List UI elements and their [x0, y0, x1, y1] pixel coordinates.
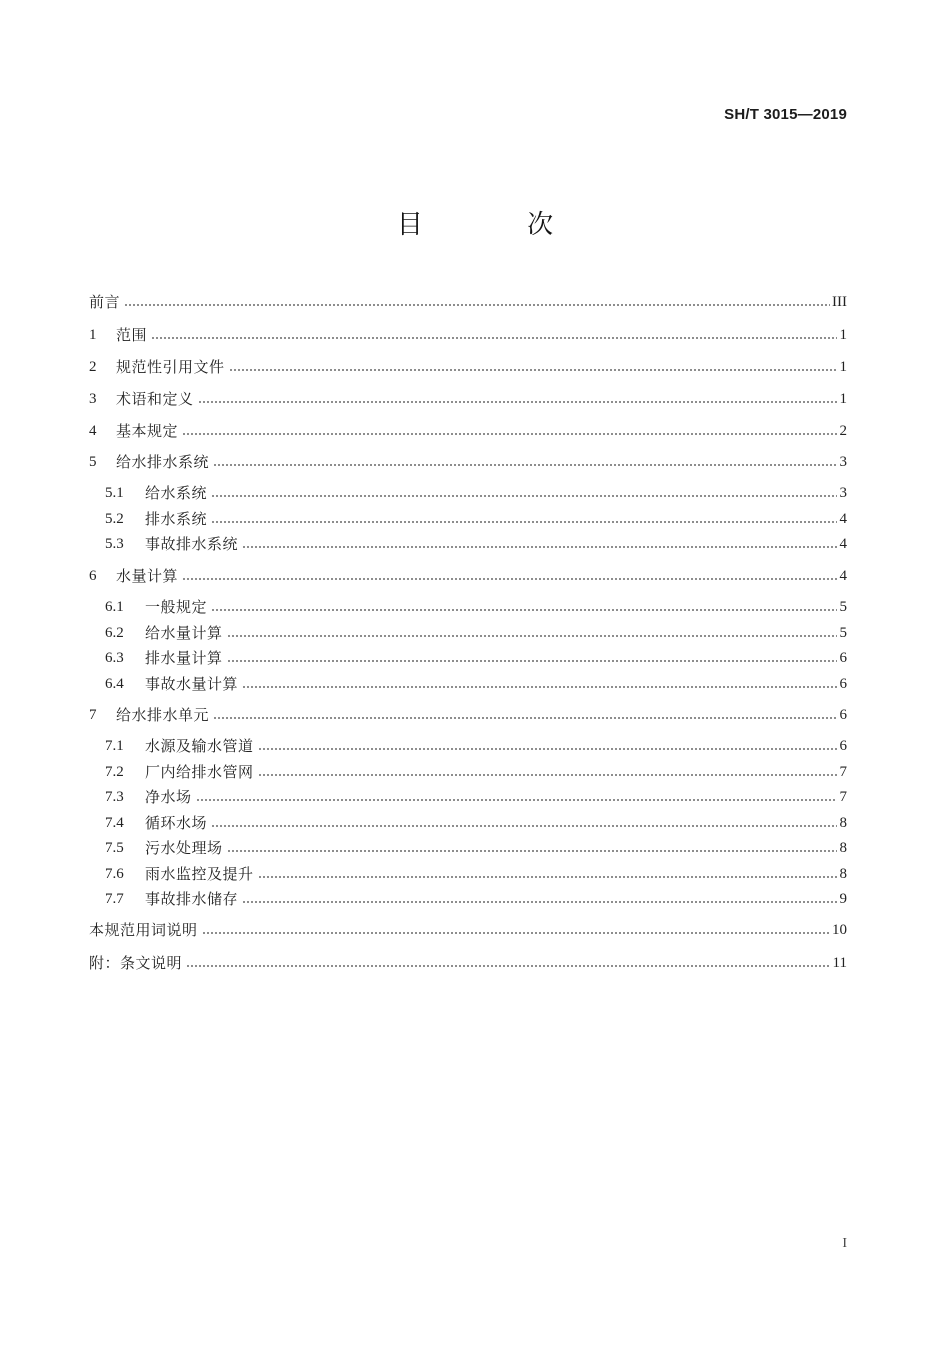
toc-entry-appendix[interactable]	[89, 952, 847, 974]
toc-entry-label: 污水处理场	[145, 839, 223, 857]
toc-entry-page: 3	[839, 485, 847, 501]
toc-entry-page: 4	[839, 511, 847, 527]
toc-entry-5-1[interactable]	[105, 482, 847, 504]
dot-leader	[186, 965, 831, 967]
toc-entry-page: 2	[839, 423, 847, 439]
toc-entry-number: 5.1	[105, 485, 124, 501]
toc-entry-number: 6.2	[105, 625, 124, 641]
dot-leader	[227, 850, 837, 852]
dot-leader	[242, 686, 837, 688]
dot-leader	[227, 635, 837, 637]
toc-entry-page: 8	[839, 815, 847, 831]
toc-entry-label: 范围	[116, 326, 148, 344]
toc-entry-label: 事故排水系统	[145, 535, 239, 553]
toc-entry-page: 9	[839, 891, 847, 907]
page-title: 目 次	[396, 210, 602, 240]
dot-leader	[182, 578, 837, 580]
toc-entry-number: 5	[89, 454, 97, 470]
toc-entry-page: 5	[839, 625, 847, 641]
toc-entry-7-1[interactable]	[105, 735, 847, 757]
toc-entry-6[interactable]	[89, 565, 847, 587]
toc-entry-number: 7.7	[105, 891, 124, 907]
toc-entry-label: 规范性引用文件	[116, 358, 225, 376]
toc-entry-label: 给水排水单元	[116, 706, 210, 724]
toc-entry-label: 事故水量计算	[145, 675, 239, 693]
toc-entry-5[interactable]	[89, 451, 847, 473]
toc-entry-label: 给水排水系统	[116, 453, 210, 471]
toc-entry-page: III	[832, 294, 847, 310]
toc-entry-page: 6	[839, 738, 847, 754]
dot-leader	[258, 774, 837, 776]
toc-entry-label: 水源及输水管道	[145, 737, 254, 755]
toc-entry-label: 术语和定义	[116, 390, 194, 408]
toc-entry-number: 7.3	[105, 789, 124, 805]
dot-leader	[182, 433, 837, 435]
toc-entry-page: 1	[839, 359, 847, 375]
dot-leader	[242, 901, 837, 903]
toc-entry-number: 6	[89, 568, 97, 584]
dot-leader	[211, 521, 837, 523]
toc-entry-number: 7	[89, 707, 97, 723]
toc-entry-page: 11	[832, 955, 847, 971]
toc-entry-5-3[interactable]	[105, 533, 847, 555]
dot-leader	[211, 495, 837, 497]
toc-entry-page: 7	[839, 764, 847, 780]
toc-entry-label: 一般规定	[145, 598, 208, 616]
toc-entry-page: 6	[839, 707, 847, 723]
standard-code: SH/T 3015—2019	[724, 106, 847, 123]
toc-entry-label: 雨水监控及提升	[145, 865, 254, 883]
toc-entry-preface[interactable]	[89, 291, 847, 313]
toc-entry-page: 8	[839, 840, 847, 856]
toc-entry-number: 7.5	[105, 840, 124, 856]
dot-leader	[242, 546, 837, 548]
dot-leader	[229, 369, 837, 371]
toc-entry-label: 给水量计算	[145, 624, 223, 642]
page-number: I	[842, 1236, 847, 1251]
toc-entry-page: 6	[839, 650, 847, 666]
toc-entry-page: 4	[839, 536, 847, 552]
toc-entry-6-4[interactable]	[105, 673, 847, 695]
toc-entry-page: 5	[839, 599, 847, 615]
toc-entry-terms-explanation[interactable]	[89, 919, 847, 941]
toc-entry-label: 本规范用词说明	[89, 921, 198, 939]
toc-entry-number: 6.4	[105, 676, 124, 692]
dot-leader	[151, 337, 837, 339]
toc-entry-7-7[interactable]	[105, 888, 847, 910]
toc-entry-page: 8	[839, 866, 847, 882]
toc-entry-label: 排水系统	[145, 510, 208, 528]
toc-entry-page: 7	[839, 789, 847, 805]
toc-entry-label: 净水场	[145, 788, 192, 806]
toc-entry-label: 事故排水储存	[145, 890, 239, 908]
toc-entry-label: 厂内给排水管网	[145, 763, 254, 781]
toc-entry-7-4[interactable]	[105, 812, 847, 834]
dot-leader	[196, 799, 837, 801]
toc-entry-7-3[interactable]	[105, 786, 847, 808]
dot-leader	[258, 748, 837, 750]
dot-leader	[258, 876, 837, 878]
toc-entry-6-3[interactable]	[105, 647, 847, 669]
toc-entry-number: 3	[89, 391, 97, 407]
toc-entry-5-2[interactable]	[105, 508, 847, 530]
toc-entry-number: 5.3	[105, 536, 124, 552]
toc-entry-page: 4	[839, 568, 847, 584]
dot-leader	[211, 609, 837, 611]
dot-leader	[227, 660, 837, 662]
toc-entry-6-1[interactable]	[105, 596, 847, 618]
toc-entry-number: 7.4	[105, 815, 124, 831]
toc-entry-1[interactable]	[89, 324, 847, 346]
toc-entry-page: 1	[839, 327, 847, 343]
dot-leader	[213, 717, 837, 719]
toc-entry-4[interactable]	[89, 420, 847, 442]
toc-entry-7-6[interactable]	[105, 863, 847, 885]
toc-entry-7-2[interactable]	[105, 761, 847, 783]
dot-leader	[213, 464, 837, 466]
dot-leader	[124, 304, 830, 306]
toc-entry-7[interactable]	[89, 704, 847, 726]
toc-entry-label: 排水量计算	[145, 649, 223, 667]
dot-leader	[198, 401, 837, 403]
toc-entry-2[interactable]	[89, 356, 847, 378]
toc-entry-number: 7.6	[105, 866, 124, 882]
toc-entry-label: 基本规定	[116, 422, 179, 440]
toc-entry-label: 循环水场	[145, 814, 208, 832]
toc-entry-number: 7.2	[105, 764, 124, 780]
toc-entry-label: 前言	[89, 293, 121, 311]
toc-entry-number: 1	[89, 327, 97, 343]
toc-entry-label: 水量计算	[116, 567, 179, 585]
dot-leader	[202, 932, 830, 934]
toc-entry-page: 6	[839, 676, 847, 692]
toc-entry-number: 5.2	[105, 511, 124, 527]
dot-leader	[211, 825, 837, 827]
toc-entry-page: 3	[839, 454, 847, 470]
toc-entry-label: 给水系统	[145, 484, 208, 502]
toc-entry-7-5[interactable]	[105, 837, 847, 859]
toc-entry-page: 1	[839, 391, 847, 407]
toc-entry-number: 7.1	[105, 738, 124, 754]
toc-entry-number: 2	[89, 359, 97, 375]
toc-entry-3[interactable]	[89, 388, 847, 410]
toc-entry-6-2[interactable]	[105, 622, 847, 644]
toc-entry-number: 4	[89, 423, 97, 439]
toc-entry-number: 6.1	[105, 599, 124, 615]
toc-entry-label: 附：条文说明	[89, 954, 183, 972]
toc-entry-number: 6.3	[105, 650, 124, 666]
toc-entry-page: 10	[832, 922, 847, 938]
